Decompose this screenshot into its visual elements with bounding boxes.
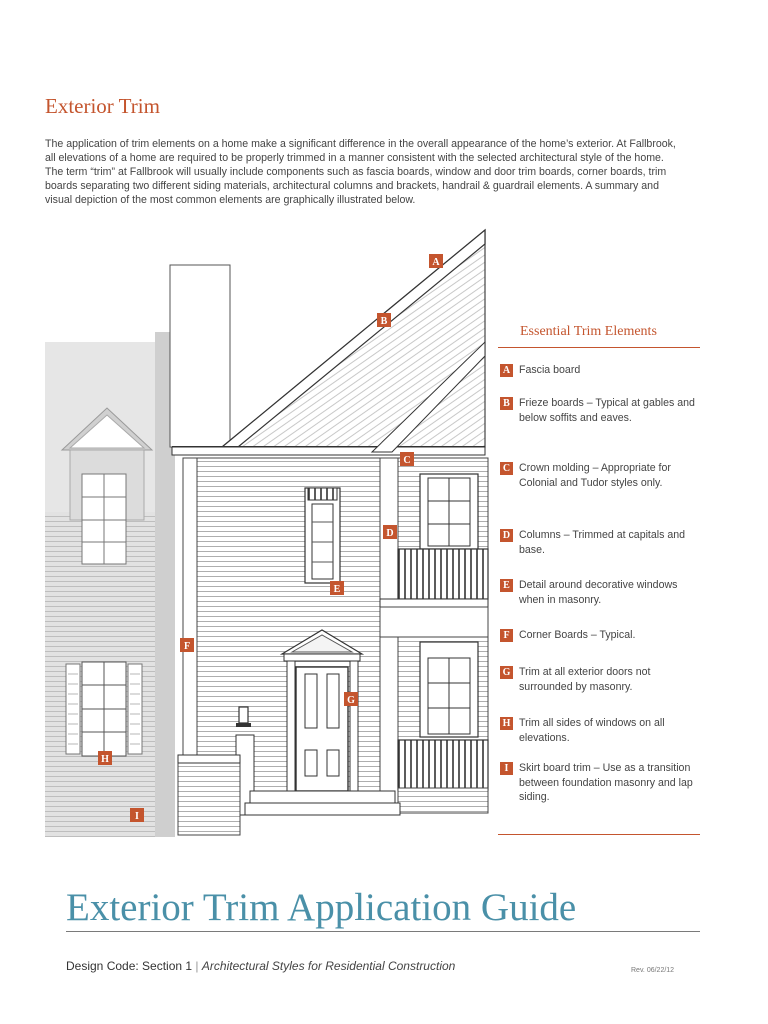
marker-b — [377, 313, 391, 327]
legend-item-e — [500, 578, 700, 607]
panel-title: Essential Trim Elements — [498, 318, 700, 348]
marker-g — [344, 692, 358, 706]
marker-e — [330, 581, 344, 595]
revision-date: Rev. 06/22/12 — [631, 967, 675, 974]
legend-text-d: Columns – Trimmed at capitals and base. — [519, 529, 686, 556]
panel-bottom-rule — [498, 834, 700, 835]
marker-h — [98, 751, 112, 765]
title-divider — [66, 931, 700, 932]
marker-h-label: H — [101, 754, 109, 765]
legend-item-a — [500, 363, 700, 378]
legend-text-g: Trim at all exterior doors not surrounded by masonry. — [519, 666, 651, 693]
legend-item-d — [500, 528, 700, 557]
legend-item-g — [500, 665, 700, 694]
legend-text-a: Fascia board — [519, 364, 581, 376]
legend-badge-h: H — [500, 717, 513, 730]
marker-b-label: B — [380, 316, 388, 327]
legend-item-h — [500, 716, 700, 745]
marker-a-label: A — [432, 257, 440, 268]
legend-badge-g: G — [500, 666, 513, 679]
legend-badge-b: B — [500, 397, 513, 410]
intro-paragraph: The application of trim elements on a home make a significant difference in the overall appearance of the home’s exterior. At Fallbrook, all elevations of a home are required to be properly trimmed in a manner consistent with the selected architectural style of the home. The term “trim” at Fallbrook will usually include components such as fascia boards, window and door trim boards, corner boards, trim boards separating two different siding materials, architectural columns and brackets, handrail & guardrail elements. A summary and visual depiction of the most common elements are graphically illustrated below. — [45, 138, 676, 206]
legend-text-f: Corner Boards – Typical. — [519, 629, 636, 641]
footer-subtitle: Architectural Styles for Residential Construction — [201, 959, 456, 973]
legend-item-f — [500, 628, 700, 643]
marker-e-label: E — [333, 584, 341, 595]
section-title: Exterior Trim — [45, 94, 160, 118]
legend-text-c: Crown molding – Appropriate for Colonial and Tudor styles only. — [519, 462, 671, 489]
legend-badge-e: E — [500, 579, 513, 592]
marker-f-label: F — [183, 641, 191, 652]
footer-separator: | — [195, 959, 199, 973]
legend-text-e: Detail around decorative windows when in masonry. — [519, 579, 678, 606]
legend-text-h: Trim all sides of windows on all elevations. — [519, 717, 665, 744]
marker-d-label: D — [386, 528, 394, 539]
legend-badge-d: D — [500, 529, 513, 542]
legend-badge-i: I — [500, 762, 513, 775]
legend-badge-f: F — [500, 629, 513, 642]
trim-elements-panel — [498, 318, 700, 803]
marker-c-label: C — [403, 455, 411, 466]
marker-d — [383, 525, 397, 539]
marker-i-label: I — [135, 811, 139, 822]
marker-c — [400, 452, 414, 466]
footer — [66, 959, 455, 973]
main-facade — [178, 458, 488, 835]
legend-item-c — [500, 461, 700, 490]
marker-i — [130, 808, 144, 822]
legend-badge-a: A — [500, 364, 513, 377]
marker-f — [180, 638, 194, 652]
guide-title: Exterior Trim Application Guide — [66, 886, 577, 929]
marker-a — [429, 254, 443, 268]
legend-text-i: Skirt board trim – Use as a transition between foundation masonry and lap siding. — [519, 762, 693, 803]
legend-item-i — [500, 761, 700, 805]
marker-g-label: G — [347, 695, 355, 706]
legend-text-b: Frieze boards – Typical at gables and below soffits and eaves. — [519, 397, 695, 424]
house-elevation-drawing — [0, 222, 500, 842]
design-code: Design Code: Section 1 — [66, 959, 193, 973]
legend-badge-c: C — [500, 462, 513, 475]
legend-item-b — [500, 396, 700, 425]
